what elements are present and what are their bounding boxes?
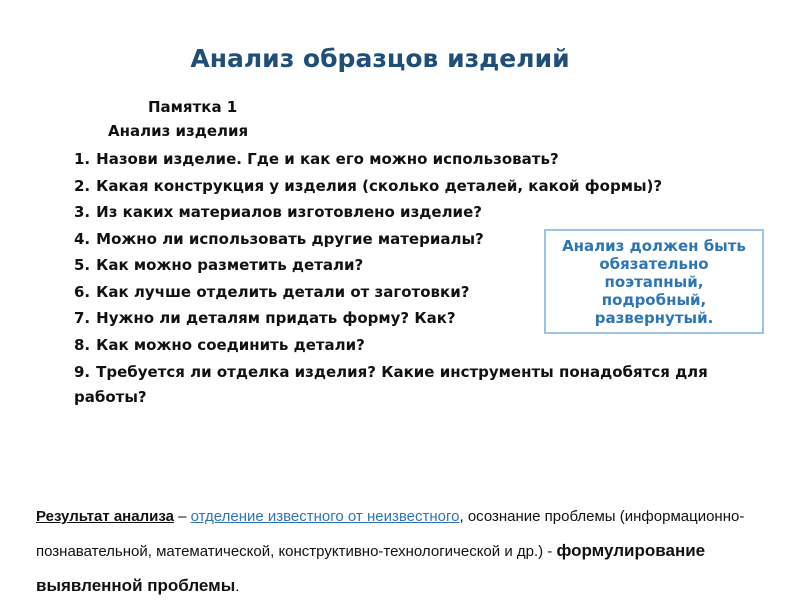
result-paragraph: [36, 500, 776, 600]
list-item: [74, 360, 754, 410]
item-text: Какая конструкция у изделия (сколько деталей, какой формы)?: [96, 176, 663, 195]
item-text: Из каких материалов изготовлено изделие?: [96, 203, 482, 221]
item-text: Нужно ли деталям придать форму? Как?: [96, 309, 456, 327]
item-text: Как лучше отделить детали от заготовки?: [96, 282, 470, 301]
list-item: [74, 199, 754, 226]
memo-label: Памятка 1: [148, 98, 238, 116]
item-number: 5.: [74, 256, 91, 274]
item-text: Можно ли использовать другие материалы?: [96, 229, 484, 248]
item-number: 8.: [74, 335, 91, 354]
result-dash: –: [173, 508, 191, 525]
list-item: [74, 146, 754, 173]
item-text: Назови изделие. Где и как его можно использовать?: [96, 150, 559, 168]
item-number: 3.: [74, 203, 91, 221]
item-text: Требуется ли отделка изделия? Какие инструменты понадобятся для работы?: [74, 363, 708, 406]
item-number: 2.: [74, 176, 91, 195]
result-heading: Результат анализа: [36, 508, 174, 525]
memo-subtitle: Анализ изделия: [108, 122, 249, 140]
page-title: Анализ образцов изделий: [190, 44, 570, 73]
result-emphasis: формулирование выявленной проблемы: [36, 541, 706, 595]
item-number: 6.: [74, 282, 91, 301]
result-link[interactable]: отделение известного от неизвестного: [190, 508, 460, 525]
item-text: Как можно соединить детали?: [96, 335, 365, 354]
item-number: 4.: [74, 229, 91, 248]
item-number: 7.: [74, 309, 91, 327]
list-item: [74, 173, 754, 200]
note-text: Анализ должен быть обязательно поэтапный, подробный, развернутый.: [562, 236, 746, 327]
note-box: [544, 229, 764, 334]
list-item: [74, 332, 754, 359]
item-number: 1.: [74, 150, 91, 168]
result-end: .: [235, 578, 240, 595]
item-number: 9.: [74, 363, 91, 381]
result-middle: , осознание проблемы (информационно-познавательной, математической, конструктивно-технологической и др.) -: [36, 508, 745, 560]
item-text: Как можно разметить детали?: [96, 256, 364, 274]
